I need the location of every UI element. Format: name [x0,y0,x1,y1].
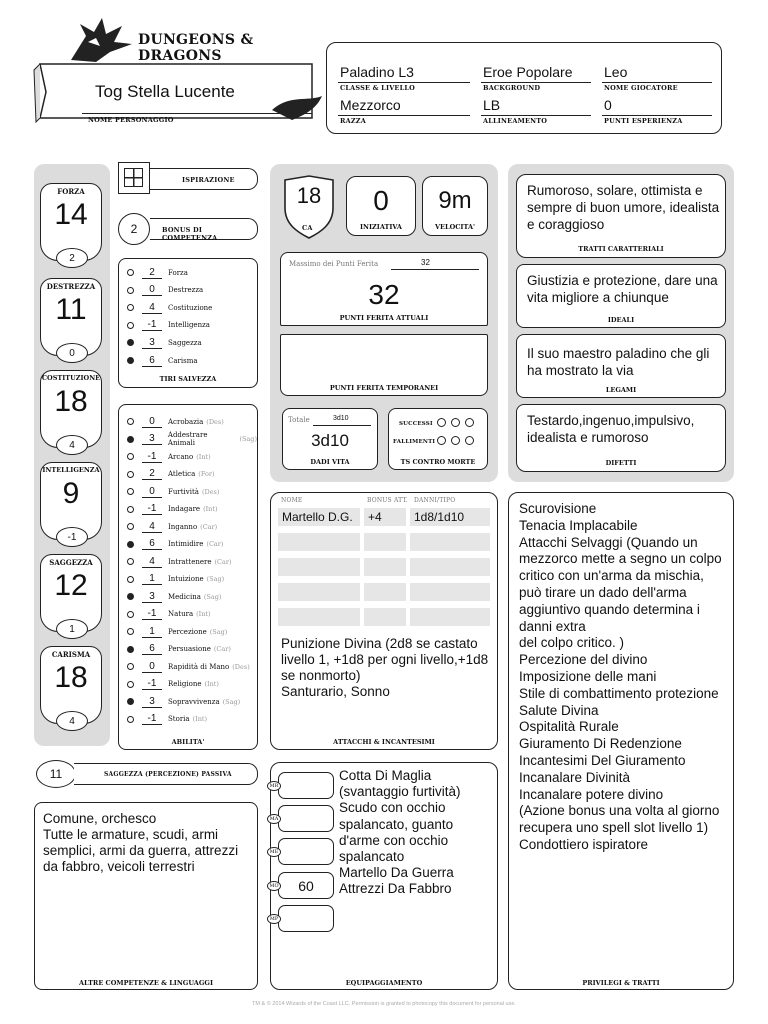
skill-attribute: (Des) [206,417,224,426]
skill-row [119,711,257,728]
features-title: PRIVILEGI & TRATTI [582,979,660,987]
saving-throw-value[interactable]: -1 [142,319,162,331]
traits-box [516,174,726,258]
coin-value[interactable]: 60 [298,878,314,894]
death-failures-dots[interactable] [437,436,474,445]
ability-name: SAGGEZZA [49,558,93,567]
skill-attribute: (Car) [200,522,218,531]
skill-value[interactable]: 3 [142,433,162,445]
attack-bonus-cell[interactable]: +4 [364,508,406,526]
skill-row [119,553,257,570]
skill-row [119,623,257,640]
skill-row [119,448,257,465]
ability-modifier[interactable]: 9 [62,477,80,510]
skill-row [119,676,257,693]
experience-label: PUNTI ESPERIENZA [604,117,683,125]
saving-throw-row [119,264,257,281]
ability-modifier[interactable]: 14 [54,198,88,231]
attacks-col-bonus: BONUS ATT. [367,497,408,504]
proficiency-dot[interactable] [127,269,134,276]
death-success-dot[interactable] [451,418,460,427]
attack-empty-cell[interactable] [278,583,360,601]
saving-throw-value[interactable]: 3 [142,337,162,349]
skill-name: Medicina [168,592,201,601]
death-failures-label: FALLIMENTI [393,439,436,445]
hit-dice-total-label: Totale [288,416,310,424]
background-value[interactable]: Eroe Popolare [483,64,573,80]
skill-name: Addestrare Animali [167,431,208,447]
skill-value[interactable]: 3 [142,591,162,603]
hp-temp-label: PUNTI FERITA TEMPORANEI [329,384,439,392]
ideals-box [516,264,726,328]
ability-score[interactable]: 1 [56,619,88,639]
saving-throw-value[interactable]: 4 [142,302,162,314]
languages-title: ALTRE COMPETENZE & LINGUAGGI [79,979,213,987]
temp-hit-points-box [280,334,488,396]
bonds-text[interactable]: Il suo maestro paladino che gli ha mostrato la via [527,346,710,378]
attack-empty-cell[interactable] [364,583,406,601]
inspiration-banner [150,168,258,190]
skill-name: Intrattenere [168,557,212,566]
skill-name: Furtività [168,487,199,496]
hp-current-value[interactable]: 32 [368,279,400,310]
skill-value[interactable]: 6 [142,643,162,655]
skill-value[interactable]: -1 [142,451,162,463]
death-successes-label: SUCCESSI [399,421,433,427]
proficiency-dot[interactable] [127,663,134,670]
equipment-title: EQUIPAGGIAMENTO [345,979,423,987]
ability-name: INTELLIGENZA [42,466,100,474]
death-successes-dots[interactable] [437,418,474,427]
dragon-icon [66,16,136,64]
hit-dice-box [282,408,378,470]
skill-attribute: (Sag) [209,627,228,636]
coin-copper[interactable] [269,772,334,799]
skill-value[interactable]: 1 [142,573,162,585]
traits-label: TRATTI CARATTERIALI [578,245,664,253]
skill-attribute: (Int) [196,452,211,461]
skill-value[interactable]: -1 [142,608,162,620]
flaws-text[interactable]: Testardo,ingenuo,impulsivo, idealista e rumoroso [527,413,695,445]
skill-name: Acrobazia [168,417,204,426]
proficiency-dot[interactable] [127,287,134,294]
proficiency-dot[interactable] [127,471,134,478]
coin-silver[interactable] [269,805,334,832]
bonds-label: LEGAMI [605,386,637,394]
coin-label: ME [267,847,281,857]
attacks-notes[interactable]: Punizione Divina (2d8 se castato livello 1, +1d8 per ogni livello,+1d8 se nonmorto) Santurario, Sonno [281,636,489,699]
ability-modifier[interactable]: 18 [54,661,88,694]
initiative-value[interactable]: 0 [373,185,389,216]
ability-strength [40,183,102,264]
skill-name: Persuasione [168,645,211,653]
ability-constitution [40,370,102,451]
ideals-label: IDEALI [607,316,635,324]
proficiency-dot[interactable] [127,436,134,443]
ability-score[interactable]: -1 [56,527,88,547]
ability-score[interactable]: 4 [56,435,88,455]
saving-throw-name: Costituzione [168,303,213,312]
hit-points-box [280,252,488,326]
saving-throws-title: TIRI SALVEZZA [159,375,217,383]
saving-throw-row [119,282,257,299]
skill-attribute: (Int) [192,715,208,723]
experience-value[interactable]: 0 [604,97,612,113]
player-name-label: NOME GIOCATORE [604,84,678,92]
hp-max-label: Massimo dei Punti Ferita [289,260,379,268]
proficiency-dot[interactable] [127,488,134,495]
death-failure-dot[interactable] [465,436,474,445]
proficiency-dot[interactable] [127,593,134,600]
bonds-box [516,334,726,398]
skill-row [119,606,257,623]
ability-wisdom [40,554,102,635]
alignment-value[interactable]: LB [483,97,501,113]
saving-throw-name: Intelligenza [168,321,210,330]
proficiency-label: BONUS DI COMPETENZA [162,226,218,242]
skill-name: Indagare [168,505,201,513]
skill-row [119,588,257,605]
character-name-label: NOME PERSONAGGIO [88,116,174,124]
skill-value[interactable]: -1 [142,713,162,725]
proficiency-dot[interactable] [127,558,134,565]
proficiency-banner [150,218,258,240]
traits-text[interactable]: Rumoroso, solare, ottimista e sempre di buon umore, idealista e coraggioso [527,183,720,232]
background-label: BACKGROUND [483,84,541,92]
ability-intelligence [40,462,102,543]
hp-current-label: PUNTI FERITA ATTUALI [339,314,429,322]
languages-box [34,802,258,990]
skill-attribute: (Sag) [206,575,225,583]
skill-row [119,571,257,588]
proficiency-bonus-value[interactable]: 2 [118,213,150,245]
saving-throw-name: Carisma [168,356,198,365]
skill-name: Rapidità di Mano [168,662,230,671]
skill-attribute: (Int) [196,610,211,618]
proficiency-dot[interactable] [127,322,134,329]
death-saves-label: TS CONTRO MORTE [400,458,476,466]
ideals-text[interactable]: Giustizia e protezione, dare una vita migliore a chiunque [527,273,718,305]
speed-label: VELOCITA' [435,223,475,231]
proficiency-dot[interactable] [127,716,134,723]
ability-modifier[interactable]: 12 [54,569,88,602]
skill-value[interactable]: 4 [142,521,162,533]
skill-value[interactable]: 0 [142,661,162,673]
skill-attribute: (Sag) [239,435,257,443]
skill-name: Percezione [168,627,207,636]
skill-name: Storia [168,715,190,723]
skill-attribute: (Des) [201,487,220,496]
proficiency-dot[interactable] [127,523,134,530]
skill-row [119,658,257,675]
armor-class-value[interactable]: 18 [296,183,322,208]
attack-empty-cell[interactable] [410,533,490,551]
skill-value[interactable]: 3 [142,696,162,708]
skill-attribute: (Car) [206,540,224,548]
ability-score[interactable]: 2 [56,248,88,268]
hit-dice-label: DADI VITA [310,458,350,466]
attack-empty-cell[interactable] [364,558,406,576]
saving-throw-row [119,317,257,334]
proficiency-dot[interactable] [127,304,134,311]
ability-charisma [40,646,102,727]
proficiency-dot[interactable] [127,418,134,425]
copyright-footer: TM & © 2014 Wizards of the Coast LLC. Permission is granted to photocopy this document for personal use. [252,1001,516,1007]
ability-score[interactable]: 4 [56,711,88,731]
skill-value[interactable]: 4 [142,556,162,568]
proficiency-dot[interactable] [127,628,134,635]
initiative-label: INIZIATIVA [360,223,402,231]
skill-attribute: (Sag) [203,592,222,601]
proficiency-dot[interactable] [127,453,134,460]
skill-row [119,466,257,483]
skill-attribute: (Car) [213,645,231,653]
proficiency-dot[interactable] [127,681,134,688]
saving-throw-name: Saggezza [168,338,202,347]
skill-name: Natura [168,610,194,618]
ability-score[interactable]: 0 [56,343,88,363]
coin-platinum[interactable] [269,905,334,932]
proficiency-dot[interactable] [127,698,134,705]
attack-empty-cell[interactable] [278,608,360,626]
speed-box [422,176,488,236]
death-failure-dot[interactable] [437,436,446,445]
skill-name: Atletica [168,470,196,478]
ability-modifier[interactable]: 11 [55,293,87,326]
coin-label: MR [267,781,281,791]
ability-name: DESTREZZA [46,282,96,291]
flaws-label: DIFETTI [605,459,637,467]
attack-empty-cell[interactable] [410,558,490,576]
attacks-col-damage: DANNI/TIPO [414,497,456,504]
skill-row [119,483,257,500]
proficiency-dot[interactable] [127,576,134,583]
skill-attribute: (Int) [203,505,218,513]
attack-empty-cell[interactable] [410,583,490,601]
saving-throw-value[interactable]: 2 [142,267,162,279]
skill-attribute: (Car) [214,557,232,566]
skill-value[interactable]: 0 [142,486,162,498]
attack-empty-cell[interactable] [410,608,490,626]
saving-throw-row [119,334,257,351]
attack-empty-cell[interactable] [278,533,360,551]
saving-throw-value[interactable]: 6 [142,355,162,367]
skill-attribute: (Int) [204,680,219,688]
skill-value[interactable]: 1 [142,626,162,638]
skill-attribute: (For) [198,470,215,478]
initiative-box [346,176,416,236]
skill-row [119,518,257,535]
skill-attribute: (Des) [232,662,250,671]
skill-row [119,693,257,710]
ability-name: CARISMA [51,650,91,659]
proficiency-dot[interactable] [127,506,134,513]
saving-throw-row [119,299,257,316]
race-label: RAZZA [340,117,366,125]
skill-row [119,413,257,430]
flaws-box [516,404,726,472]
skill-value[interactable]: -1 [142,678,162,690]
ability-modifier[interactable]: 18 [54,385,88,418]
skill-name: Religione [168,680,202,688]
passive-perception-banner [74,763,258,785]
coin-label: MA [267,814,281,824]
saving-throw-row [119,352,257,369]
speed-value[interactable]: 9m [438,187,472,214]
ability-name: FORZA [57,187,85,196]
saving-throws-box [118,258,258,388]
attack-empty-cell[interactable] [278,558,360,576]
attack-name-cell[interactable]: Martello D.G. [278,508,360,526]
passive-perception-value[interactable]: 11 [36,760,76,788]
skill-row [119,641,257,658]
hit-dice-total-value[interactable]: 3d10 [333,415,349,422]
race-value[interactable]: Mezzorco [340,97,401,113]
skill-name: Sopravvivenza [168,697,220,706]
ability-name: COSTITUZIONE [41,374,101,382]
skill-row [119,431,257,448]
inspiration-label: ISPIRAZIONE [182,176,235,184]
armor-class-label: CA [302,224,313,232]
coin-gold[interactable] [269,872,334,899]
skill-row [119,536,257,553]
coin-electrum[interactable] [269,838,334,865]
skill-row [119,501,257,518]
features-box [508,492,734,990]
hp-max-value[interactable]: 32 [421,258,430,267]
saving-throw-name: Destrezza [168,286,204,295]
skill-name: Inganno [168,522,198,531]
equipment-text[interactable]: Cotta Di Maglia (svantaggio furtività) Scudo con occhio spalancato, guanto d'arme con occhio spalancato Martello Da Guerra Attrezzi Da Fabbro [339,768,461,897]
skill-name: Arcano [168,452,194,461]
logo-text: DUNGEONS & DRAGONS [138,32,254,64]
player-name-value[interactable]: Leo [604,64,628,80]
hit-dice-value[interactable]: 3d10 [311,431,349,450]
attack-empty-cell[interactable] [364,533,406,551]
proficiency-dot[interactable] [127,646,134,653]
skills-title: ABILITA' [171,738,205,746]
inspiration-checkbox[interactable] [118,162,150,194]
saving-throw-value[interactable]: 0 [142,284,162,296]
attacks-col-name: NOME [281,497,303,504]
skill-value[interactable]: 2 [142,468,162,480]
skill-value[interactable]: -1 [142,503,162,515]
death-failure-dot[interactable] [451,436,460,445]
languages-text[interactable]: Comune, orchesco Tutte le armature, scudi, armi semplici, armi da guerra, attrezzi da fabbro, veicoli terrestri [43,811,239,874]
attack-empty-cell[interactable] [364,608,406,626]
skill-name: Intuizione [168,575,204,583]
features-text[interactable]: Scurovisione Tenacia Implacabile Attacchi Selvaggi (Quando un mezzorco mette a segno un colpo critico con un'arma da mischia, può tirare un dado dell'arma aggiuntivo quando determina i danni extra del colpo critico. ) Percezione del divino Imposizione delle mani Stile di combattimento protezione Salute Divina Ospitalità Rurale Giuramento Di Redenzione Incantesimi Del Giuramento Incanalare Divinità Incanalare potere divino (Azione bonus una volta al giorno recupera uno spell slot livello 1) Condottiero ispiratore [519,501,722,852]
skill-value[interactable]: 6 [142,538,162,550]
class-level-label: CLASSE & LIVELLO [340,84,415,92]
passive-perception-label: SAGGEZZA (PERCEZIONE) PASSIVA [104,771,232,778]
ability-dexterity [40,278,102,359]
attack-damage-cell[interactable]: 1d8/1d10 [410,508,490,526]
death-success-dot[interactable] [437,418,446,427]
proficiency-dot[interactable] [127,611,134,618]
skill-name: Intimidire [168,540,204,548]
coin-label: MO [267,881,281,891]
class-level-value[interactable]: Paladino L3 [340,64,414,80]
attacks-title: ATTACCHI & INCANTESIMI [333,738,435,746]
character-name[interactable]: Tog Stella Lucente [95,82,235,101]
skill-value[interactable]: 0 [142,416,162,428]
death-success-dot[interactable] [465,418,474,427]
saving-throw-name: Forza [168,268,188,277]
proficiency-dot[interactable] [127,357,134,364]
death-saves-box [388,408,488,470]
proficiency-dot[interactable] [127,339,134,346]
proficiency-dot[interactable] [127,541,134,548]
coin-label: MP [267,914,281,924]
name-banner [32,58,332,148]
skill-attribute: (Sag) [222,697,241,706]
skills-box [118,404,258,750]
alignment-label: ALLINEAMENTO [483,117,548,125]
